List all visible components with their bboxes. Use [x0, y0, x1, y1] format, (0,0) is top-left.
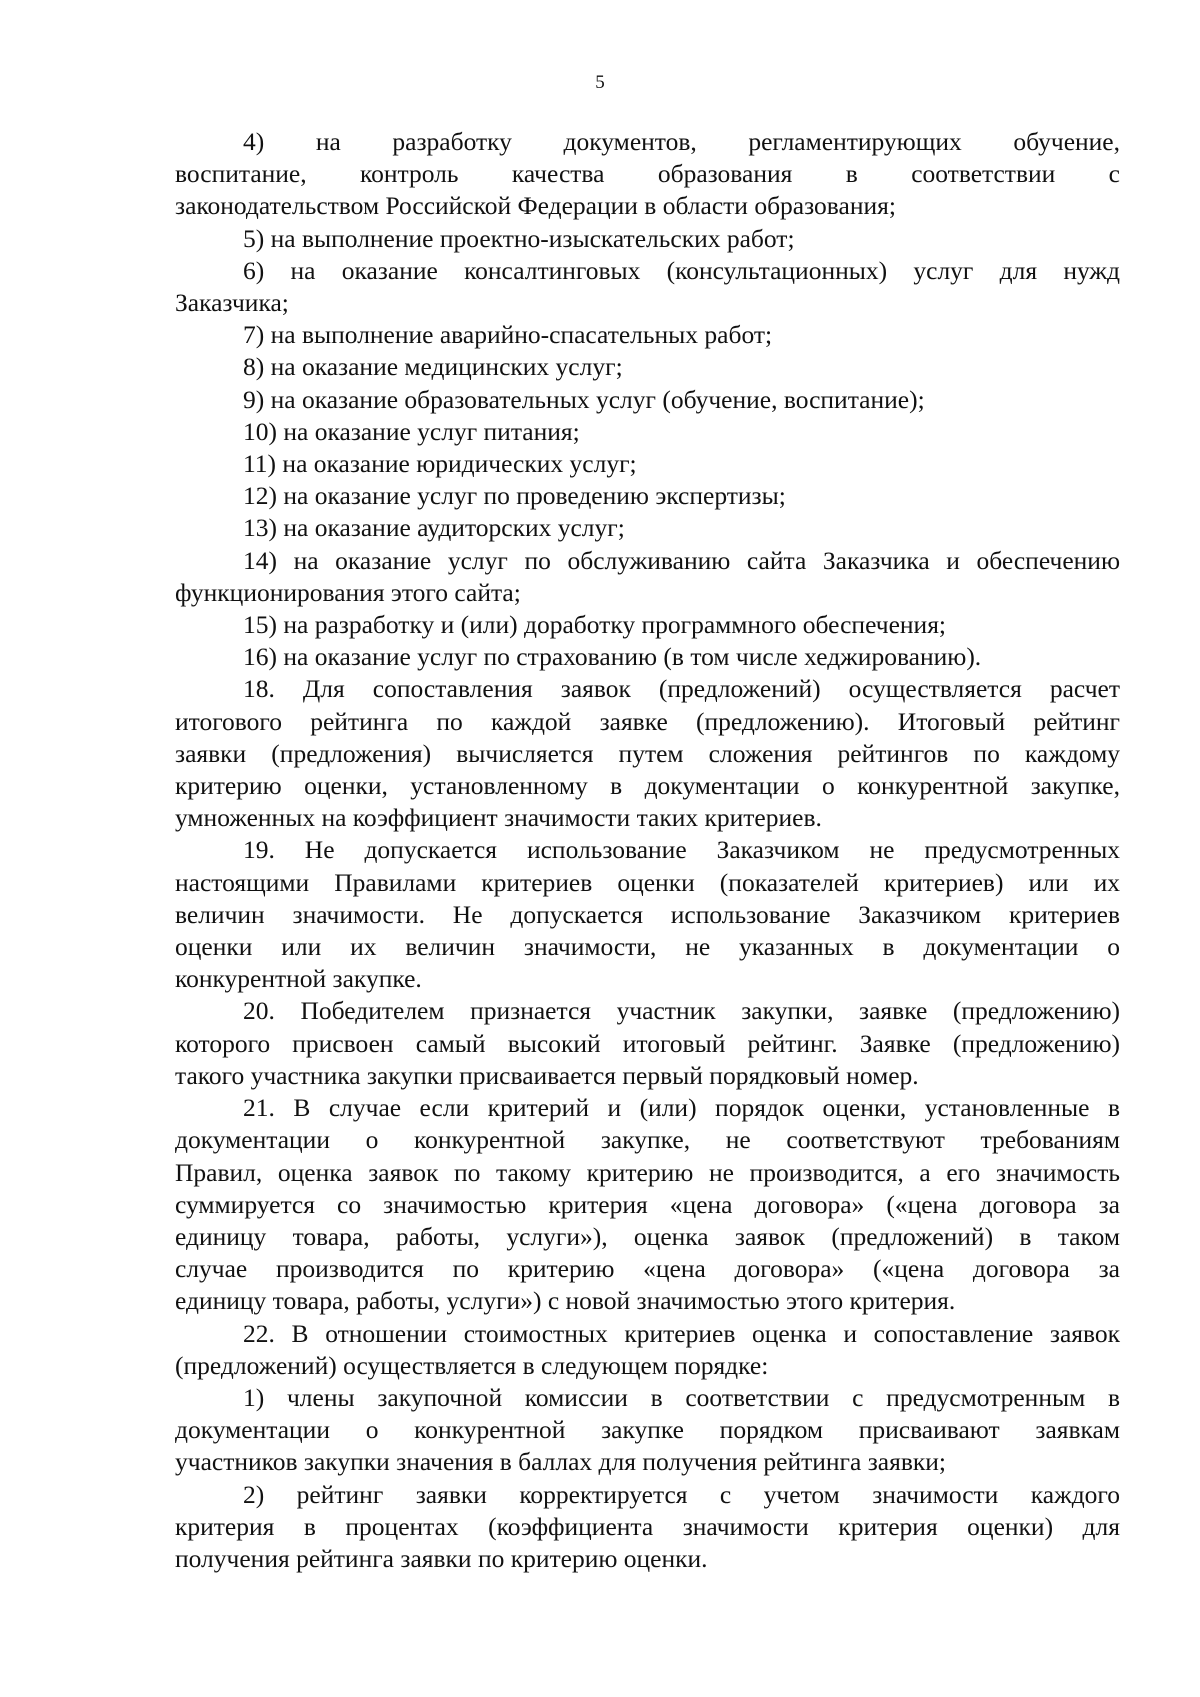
text-line: 4) на разработку документов, регламентирующих обучение, — [243, 127, 1120, 156]
text-line: величин значимости. Не допускается использование Заказчиком критериев — [175, 899, 1120, 929]
text-line: критерию оценки, установленному в документации о конкурентной закупке, — [175, 771, 1120, 801]
text-line: 6) на оказание консалтинговых (консультационных) услуг для нужд — [243, 255, 1120, 285]
text-line: случае производится по критерию «цена договора» («цена договора за — [175, 1254, 1120, 1284]
text-line: умноженных на коэффициент значимости таких критериев. — [175, 803, 822, 833]
list-item-14 — [175, 545, 1120, 609]
clause-22 — [175, 1318, 1120, 1382]
text-line: Правил, оценка заявок по такому критерию не производится, а его значимость — [175, 1157, 1120, 1187]
text-line: воспитание, контроль качества образования в соответствии с — [175, 159, 1120, 189]
text-line: Заказчика; — [175, 288, 289, 318]
text-line: критерия в процентах (коэффициента значимости критерия оценки) для — [175, 1511, 1120, 1541]
clause-22-item-2 — [175, 1479, 1120, 1576]
text-line: законодательством Российской Федерации в области образования; — [175, 191, 896, 221]
list-item-10: 10) на оказание услуг питания; — [243, 416, 580, 446]
clause-22-item-1 — [175, 1382, 1120, 1479]
list-item-7: 7) на выполнение аварийно-спасательных работ; — [243, 320, 773, 350]
text-line: 18. Для сопоставления заявок (предложений) осуществляется расчет — [243, 674, 1120, 704]
list-item-13: 13) на оказание аудиторских услуг; — [243, 513, 625, 543]
clause-18 — [175, 673, 1120, 834]
text-line: конкурентной закупке. — [175, 964, 422, 994]
text-line: 2) рейтинг заявки корректируется с учетом значимости каждого — [243, 1479, 1120, 1509]
list-item-9: 9) на оказание образовательных услуг (обучение, воспитание); — [243, 384, 925, 414]
text-line: документации о конкурентной закупке, не соответствуют требованиям — [175, 1125, 1120, 1155]
text-line: 19. Не допускается использование Заказчиком не предусмотренных — [243, 835, 1120, 865]
text-line: суммируется со значимостью критерия «цена договора» («цена договора за — [175, 1189, 1120, 1219]
page-number: 5 — [595, 72, 605, 93]
text-line: документации о конкурентной закупке порядком присваивают заявкам — [175, 1415, 1120, 1445]
text-line: функционирования этого сайта; — [175, 577, 521, 607]
list-item-4 — [175, 126, 1120, 223]
list-item-5: 5) на выполнение проектно-изыскательских работ; — [243, 223, 795, 253]
document-body — [175, 126, 1120, 1575]
list-item-15: 15) на разработку и (или) доработку программного обеспечения; — [243, 610, 947, 640]
list-item-8: 8) на оказание медицинских услуг; — [243, 352, 623, 382]
text-line: настоящими Правилами критериев оценки (показателей критериев) или их — [175, 867, 1120, 897]
text-line: получения рейтинга заявки по критерию оценки. — [175, 1543, 708, 1573]
text-line: заявки (предложения) вычисляется путем сложения рейтингов по каждому — [175, 738, 1120, 768]
text-line: 1) члены закупочной комиссии в соответствии с предусмотренным в — [243, 1382, 1120, 1412]
text-line: (предложений) осуществляется в следующем порядке: — [175, 1350, 769, 1380]
text-line: оценки или их величин значимости, не указанных в документации о — [175, 932, 1120, 962]
text-line: 14) на оказание услуг по обслуживанию сайта Заказчика и обеспечению — [243, 545, 1120, 575]
list-item-11: 11) на оказание юридических услуг; — [243, 449, 637, 479]
text-line: участников закупки значения в баллах для получения рейтинга заявки; — [175, 1447, 946, 1477]
text-line: единицу товара, работы, услуги»), оценка заявок (предложений) в таком — [175, 1221, 1120, 1251]
text-line: такого участника закупки присваивается первый порядковый номер. — [175, 1060, 919, 1090]
list-item-6 — [175, 255, 1120, 319]
list-item-12: 12) на оказание услуг по проведению экспертизы; — [243, 481, 786, 511]
text-line: 21. В случае если критерий и (или) порядок оценки, установленные в — [243, 1093, 1120, 1123]
text-line: которого присвоен самый высокий итоговый рейтинг. Заявке (предложению) — [175, 1028, 1120, 1058]
text-line: итогового рейтинга по каждой заявке (предложению). Итоговый рейтинг — [175, 706, 1120, 736]
clause-20 — [175, 995, 1120, 1092]
text-line: 22. В отношении стоимостных критериев оценка и сопоставление заявок — [243, 1318, 1120, 1348]
clause-21 — [175, 1092, 1120, 1317]
clause-19 — [175, 834, 1120, 995]
list-item-16: 16) на оказание услуг по страхованию (в том числе хеджированию). — [243, 642, 982, 672]
text-line: единицу товара, работы, услуги») с новой значимостью этого критерия. — [175, 1286, 956, 1316]
text-line: 20. Победителем признается участник закупки, заявке (предложению) — [243, 996, 1120, 1026]
